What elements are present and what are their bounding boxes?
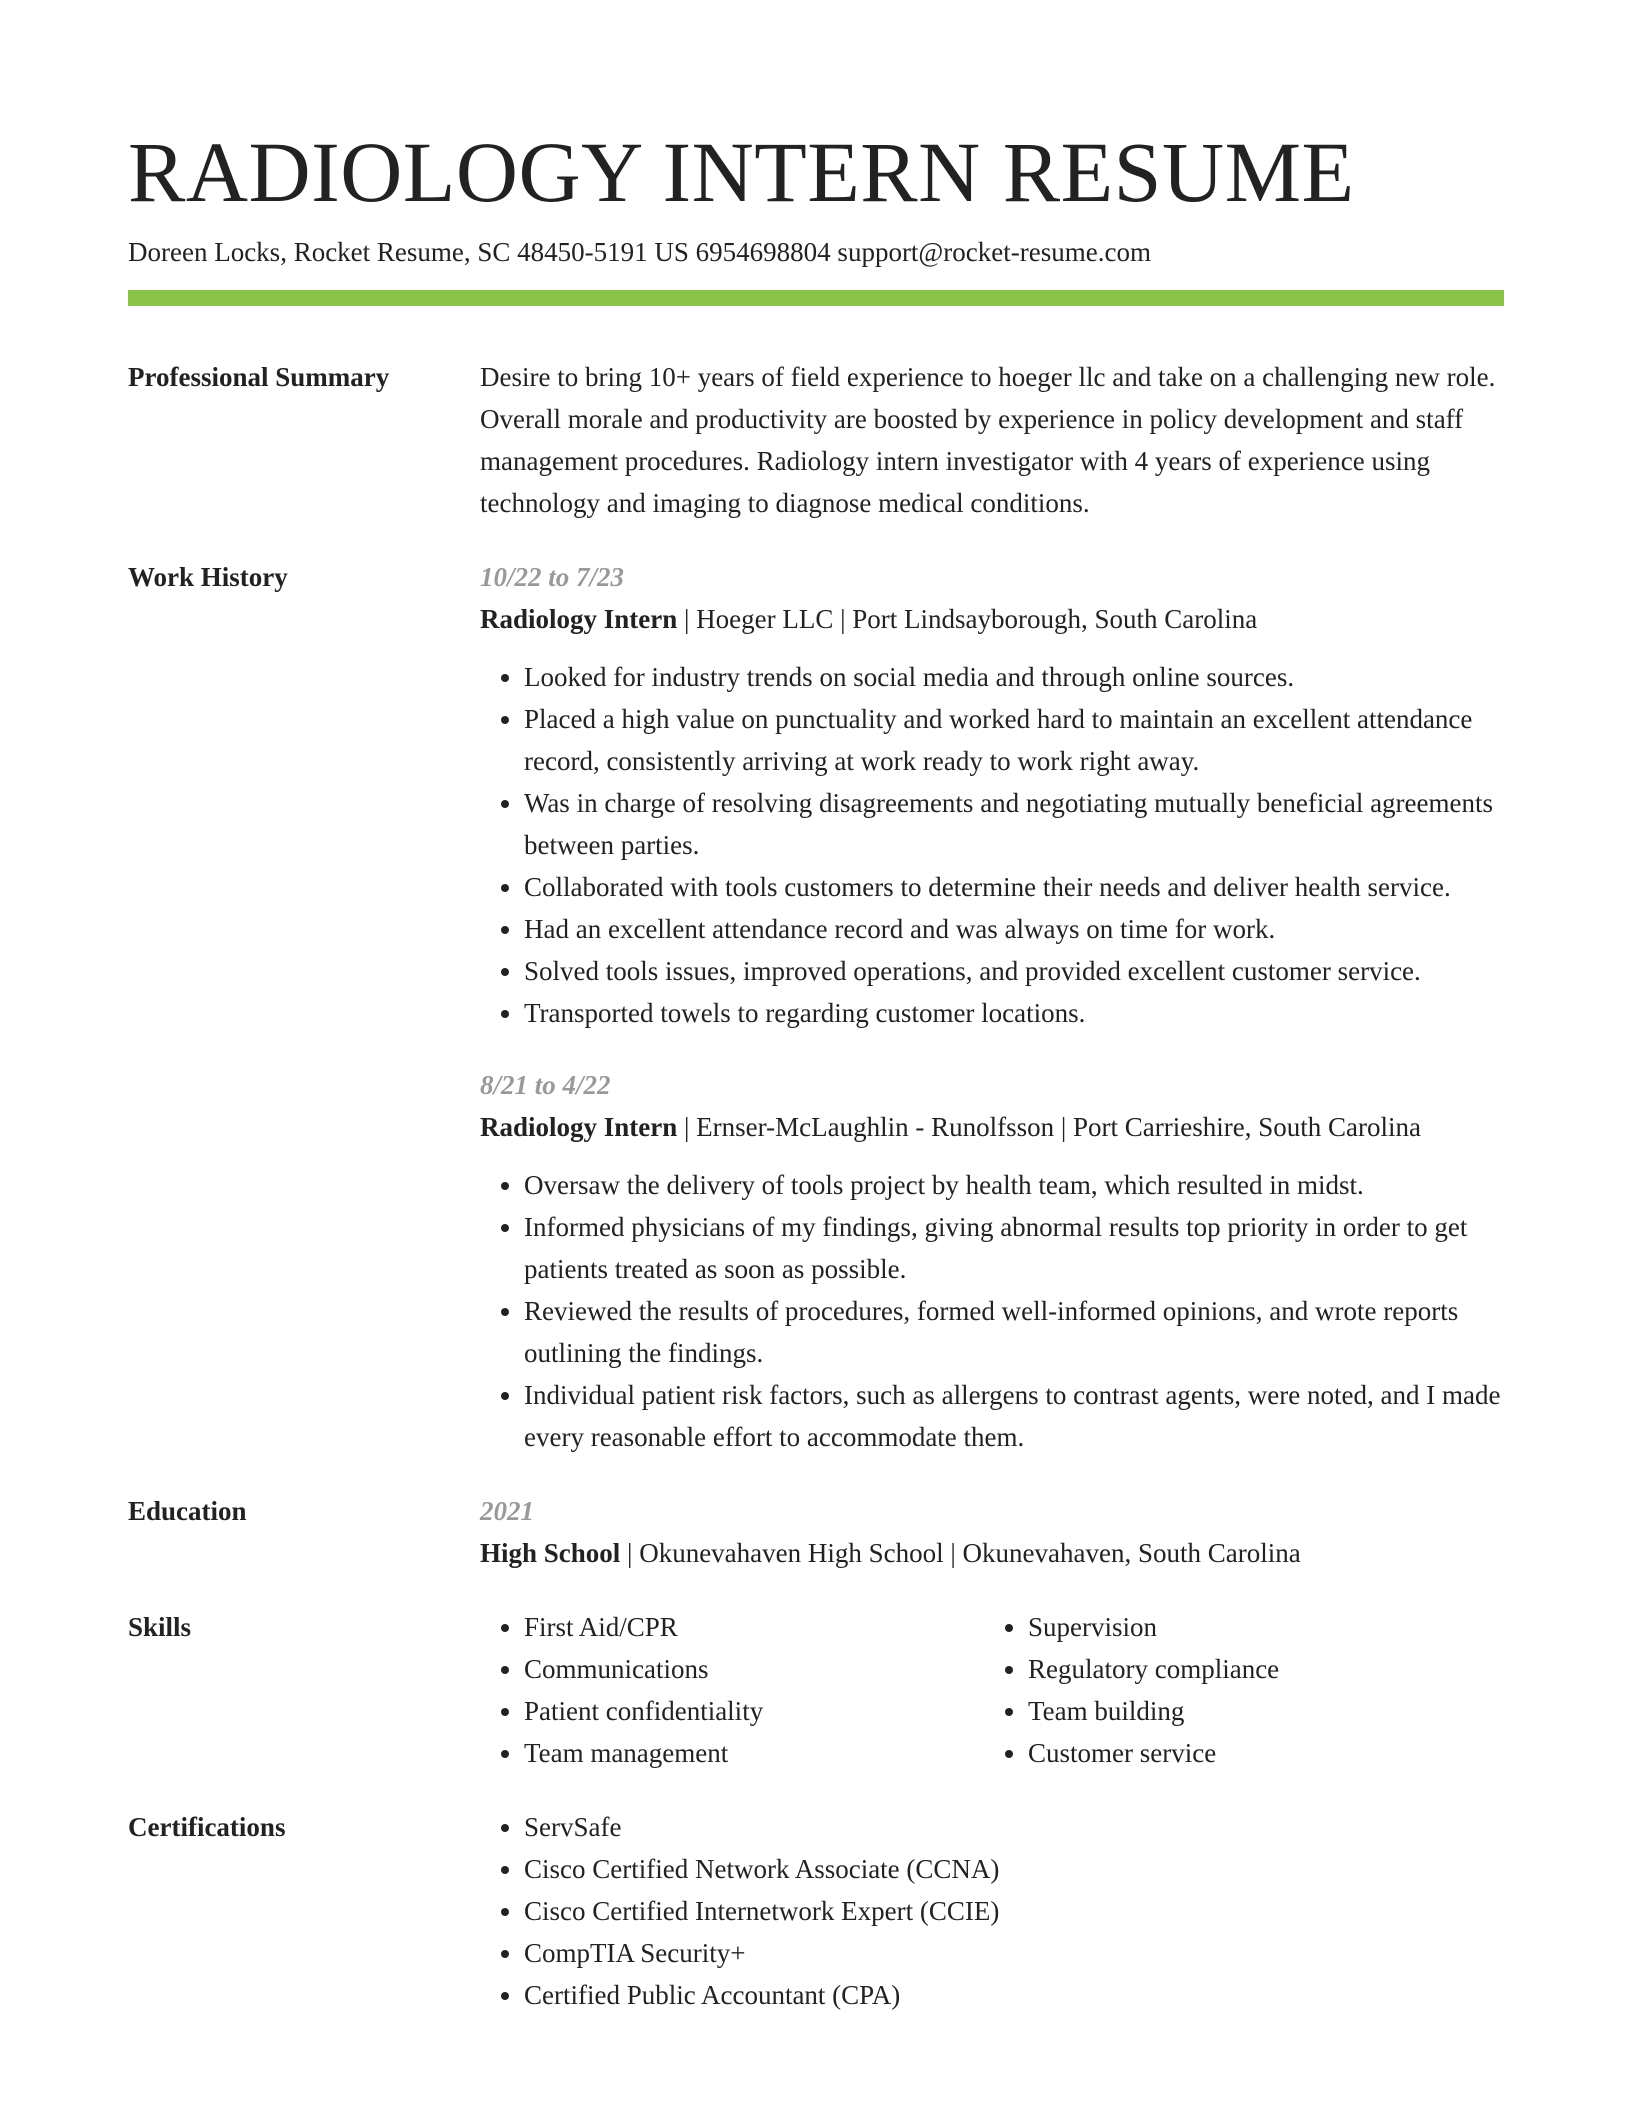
list-item: • Supervision [1028, 1606, 1488, 1648]
list-item: • Placed a high value on punctuality and worked hard to maintain an excellent attendance record, consistently arriving at work ready to work right away. [524, 698, 1504, 782]
list-item: • First Aid/CPR [524, 1606, 984, 1648]
job-title-line [480, 598, 1504, 640]
list-item: • Had an excellent attendance record and was always on time for work. [524, 908, 1504, 950]
job-dates: 8/21 to 4/22 [480, 1070, 611, 1100]
resume-title: RADIOLOGY INTERN RESUME [128, 124, 1355, 220]
list-item: • Team management [524, 1732, 984, 1774]
list-item: • Cisco Certified Internetwork Expert (CCIE) [524, 1890, 1504, 1932]
certifications-list [480, 1806, 1504, 2016]
job-entry [480, 556, 1504, 1034]
summary-text: Desire to bring 10+ years of field experience to hoeger llc and take on a challenging new role. Overall morale and productivity are boosted by experience in policy development and staff management procedures. Radiology intern investigator with 4 years of experience using technology and imaging to diagnose medical conditions. [480, 362, 1496, 518]
list-item: • Solved tools issues, improved operations, and provided excellent customer service. [524, 950, 1504, 992]
list-item: • Patient confidentiality [524, 1690, 984, 1732]
list-item: • Certified Public Accountant (CPA) [524, 1974, 1504, 2016]
work-history-label: Work History [128, 562, 288, 592]
list-item: • Customer service [1028, 1732, 1488, 1774]
list-item: • Collaborated with tools customers to determine their needs and deliver health service. [524, 866, 1504, 908]
contact-line: Doreen Locks, Rocket Resume, SC 48450-5191 US 6954698804 support@rocket-resume.com [128, 237, 1151, 267]
job-dates: 10/22 to 7/23 [480, 562, 625, 592]
skills-grid [480, 1606, 1504, 1774]
education-label: Education [128, 1496, 247, 1526]
job-title: Radiology Intern [480, 604, 678, 634]
list-item: • Reviewed the results of procedures, formed well-informed opinions, and wrote reports outlining the findings. [524, 1290, 1504, 1374]
job-title: Radiology Intern [480, 1112, 678, 1142]
skills-column-right [984, 1606, 1488, 1774]
list-item: • Communications [524, 1648, 984, 1690]
education-body [480, 1490, 1504, 1574]
summary-section [128, 356, 1504, 524]
education-line [480, 1532, 1504, 1574]
list-item: • Individual patient risk factors, such as allergens to contrast agents, were noted, and I made every reasonable effort to accommodate them. [524, 1374, 1504, 1458]
certifications-body [480, 1806, 1504, 2016]
certifications-label: Certifications [128, 1812, 286, 1842]
list-item: • Oversaw the delivery of tools project by health team, which resulted in midst. [524, 1164, 1504, 1206]
list-item: • Was in charge of resolving disagreements and negotiating mutually beneficial agreements between parties. [524, 782, 1504, 866]
skills-section [128, 1606, 1504, 1774]
work-history-body [480, 556, 1504, 1458]
list-item: • Cisco Certified Network Associate (CCNA) [524, 1848, 1504, 1890]
certifications-section [128, 1806, 1504, 2016]
work-history-section [128, 556, 1504, 1458]
education-section [128, 1490, 1504, 1574]
education-degree: High School [480, 1538, 621, 1568]
skills-body [480, 1606, 1504, 1774]
skills-label: Skills [128, 1612, 192, 1642]
list-item: • ServSafe [524, 1806, 1504, 1848]
job-details: | Ernser-McLaughlin - Runolfsson | Port Carrieshire, South Carolina [677, 1112, 1421, 1142]
skills-column-left [480, 1606, 984, 1774]
list-item: • Informed physicians of my findings, giving abnormal results top priority in order to get patients treated as soon as possible. [524, 1206, 1504, 1290]
list-item: • Team building [1028, 1690, 1488, 1732]
job-bullets [480, 1164, 1504, 1458]
list-item: • Looked for industry trends on social media and through online sources. [524, 656, 1504, 698]
accent-divider [128, 290, 1504, 306]
job-bullets [480, 656, 1504, 1034]
education-year: 2021 [480, 1496, 534, 1526]
list-item: • Regulatory compliance [1028, 1648, 1488, 1690]
list-item: • Transported towels to regarding customer locations. [524, 992, 1504, 1034]
job-details: | Hoeger LLC | Port Lindsayborough, South Carolina [677, 604, 1258, 634]
list-item: • CompTIA Security+ [524, 1932, 1504, 1974]
job-title-line [480, 1106, 1504, 1148]
summary-label: Professional Summary [128, 362, 390, 392]
job-entry [480, 1064, 1504, 1458]
education-details: | Okunevahaven High School | Okunevahaven, South Carolina [620, 1538, 1301, 1568]
